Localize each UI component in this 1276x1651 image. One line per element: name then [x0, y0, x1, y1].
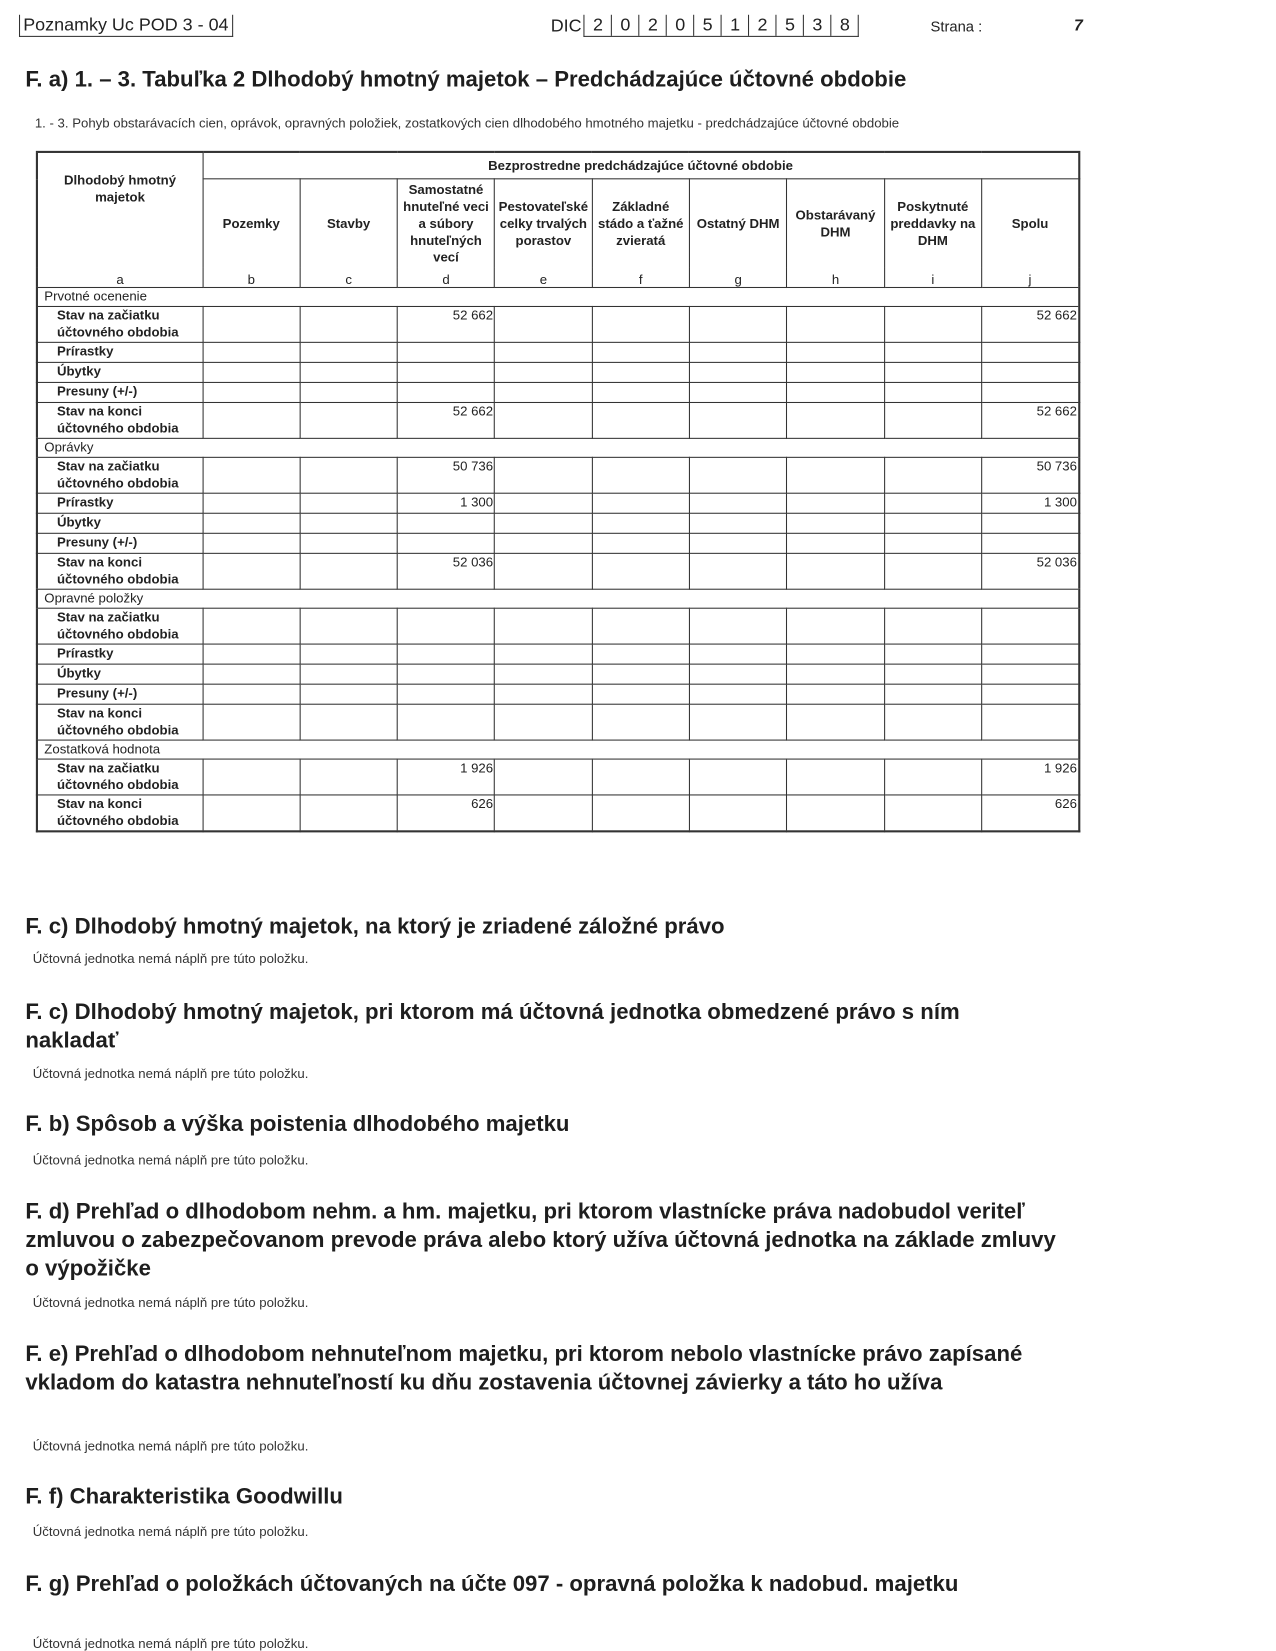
table-cell [203, 513, 300, 533]
form-name: Poznamky Uc POD 3 - 04 [19, 15, 233, 37]
table-cell [300, 306, 397, 342]
section-heading: F. e) Prehľad o dlhodobom nehnuteľnom majetku, pri ktorom nebolo vlastnícke právo zapísané vkladom do katastra nehnuteľností ku dňu zostavenia účtovnej závierky a táto ho užíva [25, 1341, 1023, 1395]
table-cell [689, 684, 786, 704]
table-cell [495, 644, 592, 664]
table-cell [689, 704, 786, 740]
table-cell: 626 [397, 795, 494, 831]
dic-digit: 5 [694, 15, 721, 36]
dic-digit: 3 [804, 15, 831, 36]
table-cell: 50 736 [397, 457, 494, 493]
table-cell [787, 382, 884, 402]
table-cell [300, 457, 397, 493]
table-cell [203, 684, 300, 704]
table-cell [203, 664, 300, 684]
page-label: Strana : [930, 17, 983, 35]
table-cell [787, 759, 884, 795]
row-label: Prírastky [37, 493, 203, 513]
section-heading: F. c) Dlhodobý hmotný majetok, pri ktorom má účtovná jednotka obmedzené právo s ním nakladať [25, 1000, 960, 1053]
row-label: Presuny (+/-) [37, 533, 203, 553]
section-note: Účtovná jednotka nemá náplň pre túto položku. [32, 951, 309, 967]
table-cell [397, 684, 494, 704]
table-cell [300, 644, 397, 664]
section-note: Účtovná jednotka nemá náplň pre túto položku. [32, 1524, 309, 1540]
section-title: Oprávky [37, 438, 1079, 457]
row-label: Stav na začiatku účtovného obdobia [37, 608, 203, 644]
table-cell: 1 300 [982, 493, 1080, 513]
table-cell [787, 342, 884, 362]
table-cell: 1 926 [397, 759, 494, 795]
row-label: Stav na konci účtovného obdobia [37, 402, 203, 438]
table-cell [982, 644, 1080, 664]
table-cell [495, 553, 592, 589]
table-cell [787, 402, 884, 438]
table-cell [300, 533, 397, 553]
table-row [37, 553, 1079, 589]
section-note: Účtovná jednotka nemá náplň pre túto položku. [32, 1439, 309, 1454]
table-cell [884, 704, 981, 740]
table-cell [884, 608, 981, 644]
table-cell [884, 795, 981, 831]
table-row [37, 704, 1079, 740]
dic-digit: 2 [749, 15, 776, 36]
table-cell [397, 513, 494, 533]
row-label: Úbytky [37, 362, 203, 382]
table-cell [592, 795, 689, 831]
table-cell: 52 036 [982, 553, 1080, 589]
table-cell [689, 795, 786, 831]
table-cell [982, 513, 1080, 533]
column-header: Obstarávaný DHM [787, 179, 884, 268]
table-cell [203, 382, 300, 402]
row-label: Stav na začiatku účtovného obdobia [37, 306, 203, 342]
table-cell [884, 664, 981, 684]
table-cell [592, 362, 689, 382]
table-cell [592, 457, 689, 493]
table-cell [884, 457, 981, 493]
dic-field [551, 15, 859, 37]
column-letter: j [982, 268, 1080, 288]
dic-digits [584, 15, 859, 37]
section-heading: F. b) Spôsob a výška poistenia dlhodobého majetku [25, 1111, 570, 1137]
table-cell [495, 684, 592, 704]
table-cell [982, 342, 1080, 362]
table-cell [884, 382, 981, 402]
table-cell [300, 513, 397, 533]
column-letter: h [787, 268, 884, 288]
row-label: Presuny (+/-) [37, 684, 203, 704]
table-cell [203, 608, 300, 644]
table-cell [495, 493, 592, 513]
column-letter: d [397, 268, 494, 288]
table-cell [592, 704, 689, 740]
table-cell [397, 342, 494, 362]
table-cell [397, 644, 494, 664]
dic-digit: 1 [722, 15, 749, 36]
table-cell: 1 926 [982, 759, 1080, 795]
table-cell [982, 684, 1080, 704]
section-title: Opravné položky [37, 589, 1079, 608]
table-cell [982, 664, 1080, 684]
table-cell [787, 553, 884, 589]
table-cell [787, 362, 884, 382]
column-header: Ostatný DHM [689, 179, 786, 268]
table-cell [495, 795, 592, 831]
row-label: Stav na konci účtovného obdobia [37, 704, 203, 740]
table-cell [300, 759, 397, 795]
column-header: Pozemky [203, 179, 300, 268]
dic-digit: 8 [839, 14, 850, 35]
table-row [37, 306, 1079, 342]
table-cell [397, 362, 494, 382]
table-cell [203, 533, 300, 553]
table-cell [592, 664, 689, 684]
table-cell [495, 704, 592, 740]
table-cell [203, 493, 300, 513]
table-cell [884, 644, 981, 664]
column-letter: c [300, 268, 397, 288]
table-cell [495, 362, 592, 382]
table-cell [787, 644, 884, 664]
table-cell [689, 513, 786, 533]
table-cell [300, 664, 397, 684]
row-label: Stav na konci účtovného obdobia [37, 553, 203, 589]
table-row [37, 402, 1079, 438]
column-letter: g [689, 268, 786, 288]
table-cell [689, 759, 786, 795]
table-row [37, 457, 1079, 493]
section-title: Prvotné ocenenie [37, 287, 1079, 306]
column-header: Pestovateľské celky trvalých porastov [495, 179, 592, 268]
table-cell [592, 533, 689, 553]
table-cell: 1 300 [397, 493, 494, 513]
table-row [37, 342, 1079, 362]
section-heading: F. f) Charakteristika Goodwillu [25, 1484, 343, 1509]
table-cell [787, 457, 884, 493]
table-cell [689, 664, 786, 684]
row-label: Úbytky [37, 513, 203, 533]
table-cell [787, 664, 884, 684]
dic-digit: 2 [640, 15, 667, 36]
table-cell: 50 736 [982, 457, 1080, 493]
table-row [37, 513, 1079, 533]
column-header: Samostatné hnuteľné veci a súbory hnuteľných vecí [397, 179, 494, 268]
section-heading: F. c) Dlhodobý hmotný majetok, na ktorý je zriadené záložné právo [25, 914, 725, 939]
page-number: 7 [1073, 16, 1083, 35]
row-label: Stav na konci účtovného obdobia [37, 795, 203, 831]
section-heading: F. d) Prehľad o dlhodobom nehm. a hm. majetku, pri ktorom vlastnícke práva nadobudol veriteľ zmluvou o zabezpečovanom prevode práva alebo ktorý užíva účtovná jednotka na základe zmluvy o výpožičke [25, 1199, 1056, 1281]
table-cell [592, 342, 689, 362]
table-cell [203, 362, 300, 382]
table-cell [787, 493, 884, 513]
table-cell [203, 795, 300, 831]
table-cell [203, 457, 300, 493]
table-cell [884, 342, 981, 362]
table-cell [203, 704, 300, 740]
table-cell [689, 644, 786, 664]
table-cell [300, 362, 397, 382]
table-cell [884, 553, 981, 589]
table-row [37, 493, 1079, 513]
table-cell [203, 644, 300, 664]
section-title: Zostatková hodnota [37, 740, 1079, 759]
table-cell [300, 402, 397, 438]
table-cell [592, 493, 689, 513]
row-header: Dlhodobý hmotný majetok [37, 152, 203, 268]
table-cell [884, 306, 981, 342]
table-cell [495, 664, 592, 684]
table-cell [689, 342, 786, 362]
table-cell [495, 382, 592, 402]
table-cell [300, 795, 397, 831]
table-row [37, 608, 1079, 644]
table-cell [787, 608, 884, 644]
table-cell [592, 306, 689, 342]
table-cell [592, 684, 689, 704]
dic-digit: 0 [667, 15, 694, 36]
table-cell [495, 608, 592, 644]
table-cell [689, 533, 786, 553]
table-cell [495, 759, 592, 795]
table-cell [592, 608, 689, 644]
table-cell [300, 704, 397, 740]
table-cell [884, 684, 981, 704]
dic-digit: 2 [585, 15, 612, 36]
table-cell [884, 493, 981, 513]
dic-digit: 5 [777, 15, 804, 36]
table-cell [397, 382, 494, 402]
column-letter: f [592, 268, 689, 288]
table-row [37, 664, 1079, 684]
table-cell [982, 362, 1080, 382]
row-label: Presuny (+/-) [37, 382, 203, 402]
table-cell [495, 402, 592, 438]
table-row [37, 759, 1079, 795]
dic-label: DIC [550, 15, 582, 36]
table-cell [300, 553, 397, 589]
table-cell [787, 513, 884, 533]
table-cell [203, 306, 300, 342]
table-cell [689, 553, 786, 589]
table-cell [884, 533, 981, 553]
table-cell [884, 513, 981, 533]
table-row [37, 644, 1079, 664]
table-cell [787, 684, 884, 704]
table-cell [884, 402, 981, 438]
table-cell [300, 493, 397, 513]
table-cell [397, 533, 494, 553]
table-cell: 52 662 [397, 306, 494, 342]
table-cell [495, 533, 592, 553]
table-cell [495, 513, 592, 533]
column-header: Spolu [982, 179, 1080, 268]
section-note: Účtovná jednotka nemá náplň pre túto položku. [32, 1636, 309, 1651]
table-cell [689, 306, 786, 342]
table-row [37, 684, 1079, 704]
table-cell [689, 362, 786, 382]
row-label: Prírastky [37, 342, 203, 362]
table-cell [787, 704, 884, 740]
table-cell: 52 662 [397, 402, 494, 438]
table-cell [495, 342, 592, 362]
table-cell [592, 553, 689, 589]
column-letter: b [203, 268, 300, 288]
table-cell [982, 382, 1080, 402]
table-cell [300, 608, 397, 644]
table-cell [300, 684, 397, 704]
table-cell [689, 608, 786, 644]
table-cell: 52 662 [982, 402, 1080, 438]
table-cell [495, 457, 592, 493]
table-cell [203, 342, 300, 362]
main-title: F. a) 1. – 3. Tabuľka 2 Dlhodobý hmotný majetok – Predchádzajúce účtovné obdobie [25, 67, 907, 92]
table-cell [689, 402, 786, 438]
table-cell [592, 402, 689, 438]
table-cell: 52 036 [397, 553, 494, 589]
section-note: Účtovná jednotka nemá náplň pre túto položku. [32, 1066, 309, 1082]
column-letter: e [495, 268, 592, 288]
table-row [37, 382, 1079, 402]
table-cell [982, 704, 1080, 740]
table-cell [884, 362, 981, 382]
group-header: Bezprostredne predchádzajúce účtovné obdobie [203, 152, 1079, 179]
table-cell [982, 608, 1080, 644]
table-cell [982, 533, 1080, 553]
section-note: Účtovná jednotka nemá náplň pre túto položku. [32, 1295, 309, 1311]
table-cell [203, 402, 300, 438]
table-row [37, 533, 1079, 553]
row-label: Úbytky [37, 664, 203, 684]
table-cell [397, 608, 494, 644]
table-cell: 626 [982, 795, 1080, 831]
row-label: Prírastky [37, 644, 203, 664]
column-header: Poskytnuté preddavky na DHM [884, 179, 981, 268]
table-cell [787, 795, 884, 831]
table-cell [203, 553, 300, 589]
table-cell [787, 533, 884, 553]
table-cell [495, 306, 592, 342]
dic-digit: 0 [612, 15, 639, 36]
table-cell [592, 382, 689, 402]
table-cell [300, 382, 397, 402]
table-cell [787, 306, 884, 342]
table-row [37, 362, 1079, 382]
row-label: Stav na začiatku účtovného obdobia [37, 759, 203, 795]
table-cell [592, 759, 689, 795]
column-header: Stavby [300, 179, 397, 268]
table-cell [689, 382, 786, 402]
row-label: Stav na začiatku účtovného obdobia [37, 457, 203, 493]
table-cell [592, 644, 689, 664]
section-heading: F. g) Prehľad o položkách účtovaných na účte 097 - opravná položka k nadobud. majetku [25, 1571, 959, 1597]
table-row [37, 795, 1079, 831]
table-cell [592, 513, 689, 533]
table-cell [397, 664, 494, 684]
section-note: Účtovná jednotka nemá náplň pre túto položku. [32, 1153, 309, 1168]
table-cell: 52 662 [982, 306, 1080, 342]
table-cell [397, 704, 494, 740]
asset-table [36, 151, 1080, 833]
table-cell [300, 342, 397, 362]
table-cell [203, 759, 300, 795]
column-header: Základné stádo a ťažné zvieratá [592, 179, 689, 268]
table-cell [689, 493, 786, 513]
column-letter: a [37, 268, 203, 288]
column-letter: i [884, 268, 981, 288]
table-cell [884, 759, 981, 795]
table-cell [689, 457, 786, 493]
table-subtitle: 1. - 3. Pohyb obstarávacích cien, oprávok, opravných položiek, zostatkových cien dlhodobého hmotného majetku - predchádzajúce účtovné obdobie [34, 116, 900, 131]
